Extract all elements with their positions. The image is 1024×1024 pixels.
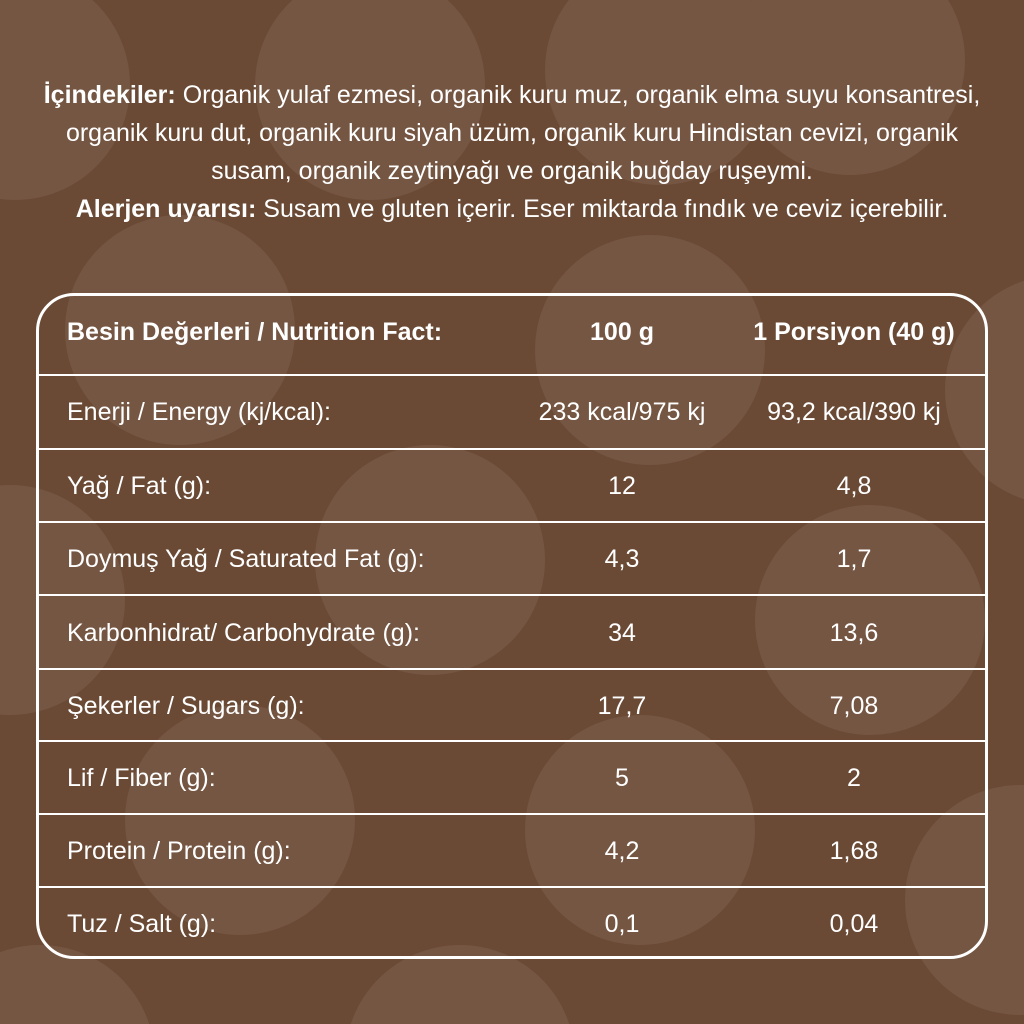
allergen-label: Alerjen uyarısı: [75,195,257,223]
row-value-portion: 7,08 [829,692,879,720]
table-row [39,523,985,596]
row-value-portion: 2 [847,764,861,792]
row-label: Şekerler / Sugars (g): [67,692,305,720]
row-value-portion: 4,8 [836,472,872,500]
row-value-100g: 4,2 [604,837,640,865]
ingredients-label: İçindekiler: [43,81,176,109]
table-row [39,450,985,523]
row-label: Yağ / Fat (g): [67,472,212,500]
allergen-text: Susam ve gluten içerir. Eser miktarda fındık ve ceviz içerebilir. [263,195,949,223]
row-value-100g: 12 [608,472,636,500]
row-label: Tuz / Salt (g): [67,910,217,938]
row-value-portion: 93,2 kcal/390 kj [767,398,941,426]
row-value-portion: 0,04 [829,910,879,938]
ingredients-text: Organik yulaf ezmesi, organik kuru muz, organik elma suyu konsantresi, organik kuru dut, organik kuru siyah üzüm, organik kuru Hindistan cevizi, organik susam, organik zeytinyağı ve organik buğday ruşeymi. [65,81,981,185]
table-row [39,888,985,961]
row-value-portion: 13,6 [829,619,879,647]
row-value-100g: 5 [615,764,629,792]
row-value-portion: 1,68 [829,837,879,865]
table-header [39,296,985,369]
row-value-100g: 0,1 [604,910,640,938]
row-label: Enerji / Energy (kj/kcal): [67,398,331,426]
table-row [39,815,985,888]
table-row [39,742,985,815]
row-value-portion: 1,7 [836,545,872,573]
row-label: Karbonhidrat/ Carbohydrate (g): [67,619,420,647]
row-label: Lif / Fiber (g): [67,764,216,792]
nutrition-table [36,293,988,959]
row-value-100g: 4,3 [604,545,640,573]
header-portion: 1 Porsiyon (40 g) [753,318,955,346]
row-value-100g: 233 kcal/975 kj [538,398,706,426]
table-row [39,597,985,670]
table-row [39,670,985,743]
row-divider [39,594,985,596]
header-label: Besin Değerleri / Nutrition Fact: [67,318,443,346]
row-label: Doymuş Yağ / Saturated Fat (g): [67,545,425,573]
row-value-100g: 17,7 [597,692,647,720]
ingredients-paragraph [40,76,984,190]
header-100g: 100 g [590,318,654,346]
table-row [39,376,985,449]
allergen-paragraph [40,190,984,228]
ingredients-block [40,76,984,228]
row-label: Protein / Protein (g): [67,837,291,865]
row-value-100g: 34 [608,619,636,647]
